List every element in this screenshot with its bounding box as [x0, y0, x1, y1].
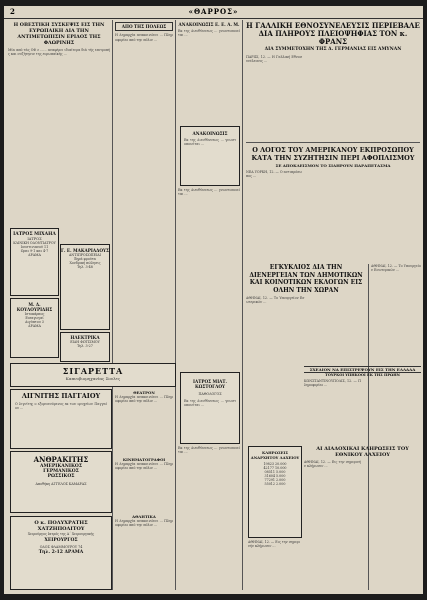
col3-doctor-sub: ΠΑΘΟΛΟΓΟΣ [198, 392, 222, 396]
lottery-title: ΚΛΗΡΩΣΕΙΣ ΑΝΑΡΧΗΤΟΥ ΛΑΧΕΙΟΥ [250, 450, 300, 460]
ad-tailor-line: Εισαγωγαί [25, 316, 44, 320]
story5-body: ΑΘΗΝΑΙ, 12. — Εις την σημερινήν κλήρωσιν ... [304, 460, 361, 469]
ad-doctor [10, 228, 59, 296]
column-rule [112, 20, 113, 590]
story3-headline: ΕΓΚΥΚΛΙΟΣ ΔΙΑ ΤΗΝ ΔΙΕΝΕΡΓΕΙΑΝ ΤΩΝ ΔΗΜΟΤΙΚΩΝ ΚΑΙ ΚΟΙΝΟΤΙΚΩΝ ΕΚΛΟΓΩΝ ΕΙΣ ΟΛΗΝ ΤΗΝ ΧΩΡΑΝ [249, 264, 363, 294]
col3-body-3: Εκ της Διευθύνσεως ... γνωστοποιείται ... [178, 446, 240, 455]
ad-appliances [60, 332, 110, 362]
col1-body: Μία από τάς ΟΦ ε ...... αναφέρει ιδιαίτερα διά τής επιτροπής και συζήτησιν της ευρωπαϊκής ... [8, 48, 110, 57]
story3-body: ΑΘΗΝΑΙ, 12. — Το Υπουργείον Εσωτερικών ... [246, 296, 305, 305]
ad-anthracite-title: ΑΝΘΡΑΚΙΤΗΣ [33, 455, 89, 464]
lottery-row: 77291 2.000 [264, 478, 286, 482]
newspaper-page [4, 6, 423, 594]
lottery-row: 19823 20.000 [263, 462, 287, 466]
story4-subhead: ΤΟΥΡΚΟΙ ΥΠΗΚΟΟΙ ΕΚ ΤΗΣ ΠΡΩΗΝ [325, 373, 400, 377]
col3-doctor-box [180, 372, 240, 444]
ad-merchant-line: Ξηρά φρούτα [74, 257, 96, 261]
ad-surgeon [10, 516, 112, 590]
col2-article [115, 22, 173, 353]
ad-anthracite-line: ΡΩΣΣΙΚΟΣ [47, 474, 75, 479]
ad-tailor [10, 298, 59, 358]
ad-cigarette-title: ΣΙΓΑΡΕΤΤΑ [62, 366, 124, 376]
col2-headline: ΑΠΟ ΤΗΣ ΠΟΛΕΩΣ [115, 22, 173, 31]
cinema-body: Η Δημαρχία ανακοινώνει ... Πληροφορίαι από την πόλιν ... [115, 462, 173, 471]
story3-side-body: ΑΘΗΝΑΙ, 12. — Το Υπουργείον Εσωτερικών ... [371, 264, 421, 273]
col3-doctor-title: ΙΑΤΡΟΣ ΜΙΑΤ. ΚΩΣΤΟΓΛΟΥ [193, 379, 227, 389]
story2-headline: Ο ΛΟΓΟΣ ΤΟΥ ΑΜΕΡΙΚΑΝΟΥ ΕΚΠΡΟΣΩΠΟΥ ΚΑΤΑ ΤΗΝ ΣΥΖΗΤΗΣΙΝ ΠΕΡΙ ΑΦΟΠΛΙΣΜΟΥ [251, 146, 415, 162]
ad-doctor-line: ΚΛΙΝΙΚΗ ΟΔΟΝΤΙΑΤΡΟΥ [13, 241, 56, 245]
ad-tailor-line: Αιγύπτου 3 [25, 320, 44, 324]
ad-anthracite [10, 451, 112, 513]
lottery-row: 08511 5.000 [264, 470, 286, 474]
sports-head: ΑΘΛΗΤΙΚΑ [132, 514, 156, 519]
lead-subhead: ΔΙΑ ΣΥΜΜΕΤΟΧΗΝ ΤΗΣ Δ. ΓΕΡΜΑΝΙΑΣ ΕΙΣ ΑΜΥΝΑΝ [264, 47, 402, 52]
col2-body: Η Δημαρχία ανακοινώνει ... Πληροφορίαι από την πόλιν ... [115, 33, 173, 42]
lottery-row: 31604 5.000 [264, 474, 286, 478]
col3-notice-body: Εκ της Διευθύνσεως ... γνωστοποιείται ... [184, 138, 236, 147]
story5-headline: ΑΙ ΔΙΑΔΟΧΙΚΑΙ ΚΛΗΡΩΣΕΙΣ ΤΟΥ ΕΘΝΙΚΟΥ ΛΑΧΕΙΟΥ [316, 446, 409, 458]
ad-doctor-line: Ωραι 9-1 και 4-7 [20, 249, 49, 253]
col3-article-3 [178, 446, 240, 586]
ad-doctor-line: Ιουστινιανού 11 [20, 245, 49, 249]
ad-surgeon-line: ΧΕΙΡΟΥΡΓΟΣ [44, 538, 78, 543]
column-rule [242, 20, 243, 590]
story5-article [304, 446, 421, 590]
story4-article [304, 366, 421, 434]
page-number: 2 [10, 7, 15, 16]
col3-notice-box [180, 126, 240, 186]
ad-merchant [60, 244, 110, 330]
lead-body: ΠΑΡΙΣΙ, 12. — Η Γαλλική Εθνοσυνέλευσις ... [246, 55, 302, 64]
col3-article [178, 22, 240, 124]
sports-body: Η Δημαρχία ανακοινώνει ... Πληροφορίαι από την πόλιν ... [115, 519, 173, 528]
lottery-row: 55012 2.000 [264, 482, 286, 486]
col3-doctor-body: Εκ της Διευθύνσεως ... γνωστοποιείται ... [184, 399, 236, 408]
ad-cigarette-sub: Καπνοβιομηχανίας Σουλτς [65, 376, 121, 381]
ad-anthracite-sub: Αποθήκη ΑΓΓΕΛΟΣ ΚΑΜΑΡΑΣ [35, 482, 87, 486]
col1-headline: Η ΟΒΕΣΤΙΚΗ ΣΥΣΚΕΨΙΣ ΕΙΣ ΤΗΝ ΕΥΡΩΠΑΙΚΗ ΔΙΑ ΤΗΝ ΑΝΤΙΜΕΤΩΠΙΣΙΝ ΕΡΙΔΟΣ ΤΗΣ ΦΛΩΡΙΝΗΣ [13, 22, 105, 46]
ad-anthracite-line: ΑΜΕΡΙΚΑΝΙΚΟΣ [39, 464, 83, 469]
col3-article-2 [178, 188, 240, 368]
ad-doctor-sub: ΙΑΤΡΟΣ [27, 237, 42, 241]
ad-coal-body: Ο λιγνίτης ο εξορυσσόμενος εκ των ορυχείων Παγγαίου ... [15, 402, 107, 411]
ad-doctor-line: ΔΡΑΜΑ [28, 253, 41, 257]
ad-surgeon-line: Χειρούργος Ιατρός της Α΄ Χειρουργικής [27, 532, 95, 536]
ad-anthracite-line: ΓΕΡΜΑΝΙΚΟΣ [43, 469, 79, 474]
ad-appliances-line: Τηλ. 3-27 [77, 344, 93, 348]
col3-body-2: Εκ της Διευθύνσεως ... γνωστοποιείται ... [178, 188, 240, 197]
ad-appliances-title: ΗΛΕΚΤΡΙΚΑ [70, 335, 100, 340]
story2-subhead: ΣΕ ΑΠΟΚΛΕΙΣΜΟΝ ΤΟ ΣΙΔΗΡΟΥΝ ΠΑΡΑΠΕΤΑΣΜΑ [275, 163, 391, 168]
story4-body: ΚΩΝΣΤΑΝΤΙΝΟΥΠΟΛΙΣ, 12. — Πληροφορίαι ... [304, 379, 361, 388]
col-misc-body: ΑΘΗΝΑΙ, 12. — Εις την σημερινήν κλήρωσιν ... [248, 540, 300, 549]
lottery-box [248, 446, 302, 538]
ad-surgeon-line: ΟΔΟΣ ΦΛΑΜΜΟΥΡΟΥ 74 [39, 545, 83, 549]
col2-lower [115, 390, 173, 579]
story2-body: ΝΕΑ ΥΟΡΚΗ, 12. — Ο αντιπρόσωπος ... [246, 170, 303, 179]
ad-merchant-line: Χονδρική πώλησις [69, 261, 101, 265]
ad-cigarette [10, 363, 176, 387]
ad-surgeon-title: Ο κ. ΠΟΛΥΧΡΑΤΗΣ ΧΑΤΖΗΠΟΛΙΤΟΥ [34, 520, 88, 532]
col3-body: Εκ της Διευθύνσεως ... γνωστοποιείται ... [178, 29, 240, 38]
rule [246, 142, 420, 143]
lead-headline: Η ΓΑΛΛΙΚΗ ΕΘΝΟΣΥΝΕΛΕΥΣΙΣ ΠΕΡΙΕΒΑΛΕ ΔΙΑ ΠΛΗΡΟΥΣ ΠΛΕΙΟΨΗΦΙΑΣ ΤΟΝ κ. ΦΡΑΝΣ [246, 21, 420, 46]
ad-merchant-line: ΑΝΤΙΠΡΟΣΩΠΕΙΑΙ [69, 253, 101, 257]
ad-tailor-line: Ιστοκάρπος [24, 312, 45, 316]
col3-notice-title: ΑΝΑΚΟΙΝΩΣΙΣ [192, 131, 228, 136]
cinema-head: ΚΙΝΗΜΑΤΟΓΡΑΦΟΙ [122, 457, 166, 462]
ad-doctor-title: ΙΑΤΡΟΣ ΜΙΧΑΗΛ [13, 232, 56, 237]
ad-merchant-line: Τηλ. 3-48 [77, 265, 93, 269]
col3-headline: ΑΝΑΚΟΙΝΩΣΙΣ Ε. Ε. Α. Μ. [178, 22, 240, 27]
col1-article [8, 22, 110, 228]
ad-merchant-title: Γ. Ε. ΜΑΚΑΡΙΑΔΟΥΣ [61, 248, 109, 253]
ad-surgeon-line: Τηλ. 2-12 ΔΡΑΜΑ [38, 550, 84, 555]
lead-article [246, 22, 420, 165]
lottery-row: 42177 10.000 [263, 466, 287, 470]
ad-coal-title: ΛΙΓΝΙΤΗΣ ΠΑΓΓΑΙΟΥ [21, 392, 101, 400]
masthead: «ΘΑΡΡΟΣ» [188, 7, 239, 16]
story3-side [371, 264, 421, 364]
story2-article [246, 146, 420, 265]
stage-body: Η Δημαρχία ανακοινώνει ... Πληροφορίαι από την πόλιν ... [115, 395, 173, 404]
stage-head: ΘΕΑΤΡΟΝ [133, 390, 155, 395]
ad-tailor-line: ΔΡΑΜΑ [28, 324, 41, 328]
ad-coal [10, 389, 112, 449]
ad-tailor-title: Μ. Δ. ΚΟΥΛΟΥΡΙΔΗΣ [16, 302, 53, 312]
page-header [4, 8, 423, 19]
column-rule [175, 20, 176, 590]
col-misc [248, 540, 300, 588]
ad-appliances-line: ΕΙΔΗ ΦΩΤΙΣΜΟΥ [70, 340, 100, 344]
story4-headline: ΣΧΕΔΙΟΝ ΝΑ ΕΠΙΣΤΡΕΨΟΥΝ ΕΙΣ ΤΗΝ ΕΛΛΑΔΑ [304, 366, 421, 373]
